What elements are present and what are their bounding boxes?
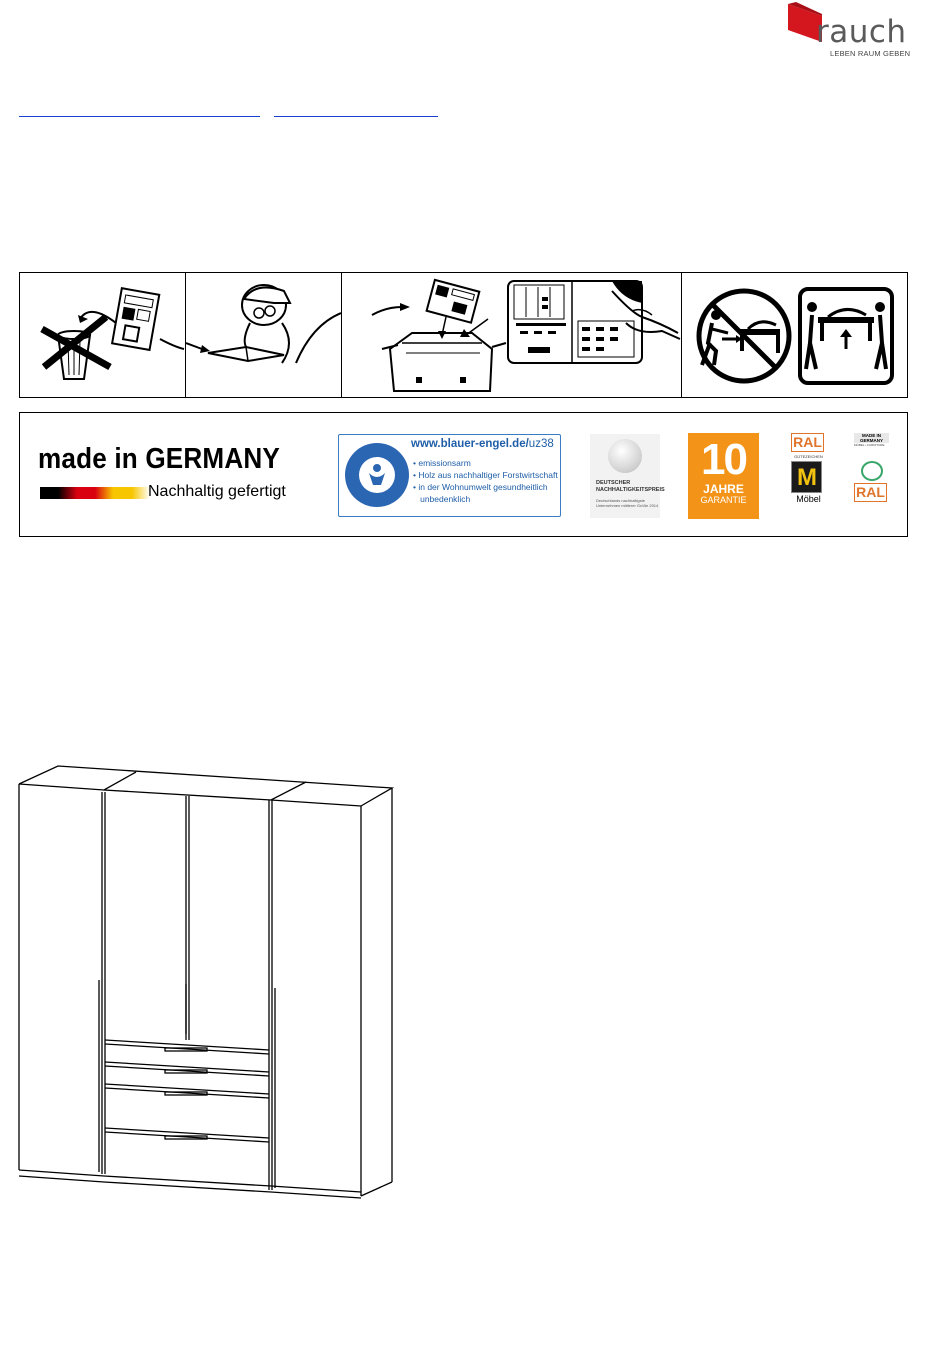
- link-1-underline[interactable]: [19, 116, 260, 117]
- ral-germany-icon: [861, 461, 883, 481]
- ral-moebel-badge: RAL GÜTEZEICHEN M Möbel: [791, 433, 826, 519]
- blauer-engel-seal-icon: [345, 443, 409, 507]
- instruction-panel-lift: [682, 273, 908, 397]
- blauer-engel-badge: [338, 434, 561, 517]
- read-instructions-icon: [186, 273, 341, 397]
- made-in-germany-subtitle: Nachhaltig gefertigt: [148, 483, 286, 500]
- no-drag-lift-furniture-icon: [682, 273, 908, 397]
- made-in-germany-title: made in GERMANY: [38, 443, 280, 475]
- instruction-strip: [19, 272, 908, 398]
- moebel-m-icon: [791, 461, 822, 493]
- link-2-underline[interactable]: [274, 116, 438, 117]
- wardrobe-drawing-icon: [16, 762, 396, 1202]
- instruction-panel-read: [186, 273, 342, 397]
- certificates-strip: [19, 412, 908, 537]
- germany-flag-bar: [40, 487, 150, 499]
- nachhaltigkeitspreis-badge: DEUTSCHER NACHHALTIGKEITSPREIS Deutschlands nachhaltigste Unternehmen mittlerer Größe 2014: [590, 434, 660, 518]
- ral-made-in-germany-badge: MADE IN GERMANY MÖBEL • FURNITURE RAL: [854, 433, 889, 519]
- no-trash-instructions-icon: [20, 273, 185, 397]
- instruction-panel-file: [342, 273, 682, 397]
- blauer-engel-list: • emissionsarm • Holz aus nachhaltiger Forstwirtschaft • in der Wohnumwelt gesundheitlich unbedenklich: [413, 458, 558, 504]
- file-instructions-icon: [342, 273, 681, 397]
- instruction-panel-keep: [20, 273, 186, 397]
- ten-year-guarantee-badge: 10 JAHRE GARANTIE: [688, 433, 759, 519]
- brand-name: rauch: [816, 14, 907, 50]
- brand-tagline: LEBEN RAUM GEBEN: [830, 49, 911, 58]
- blauer-engel-url: www.blauer-engel.de/uz38: [411, 438, 554, 450]
- nachhaltigkeitspreis-ball-icon: [608, 439, 642, 473]
- brand-logo: [786, 2, 910, 60]
